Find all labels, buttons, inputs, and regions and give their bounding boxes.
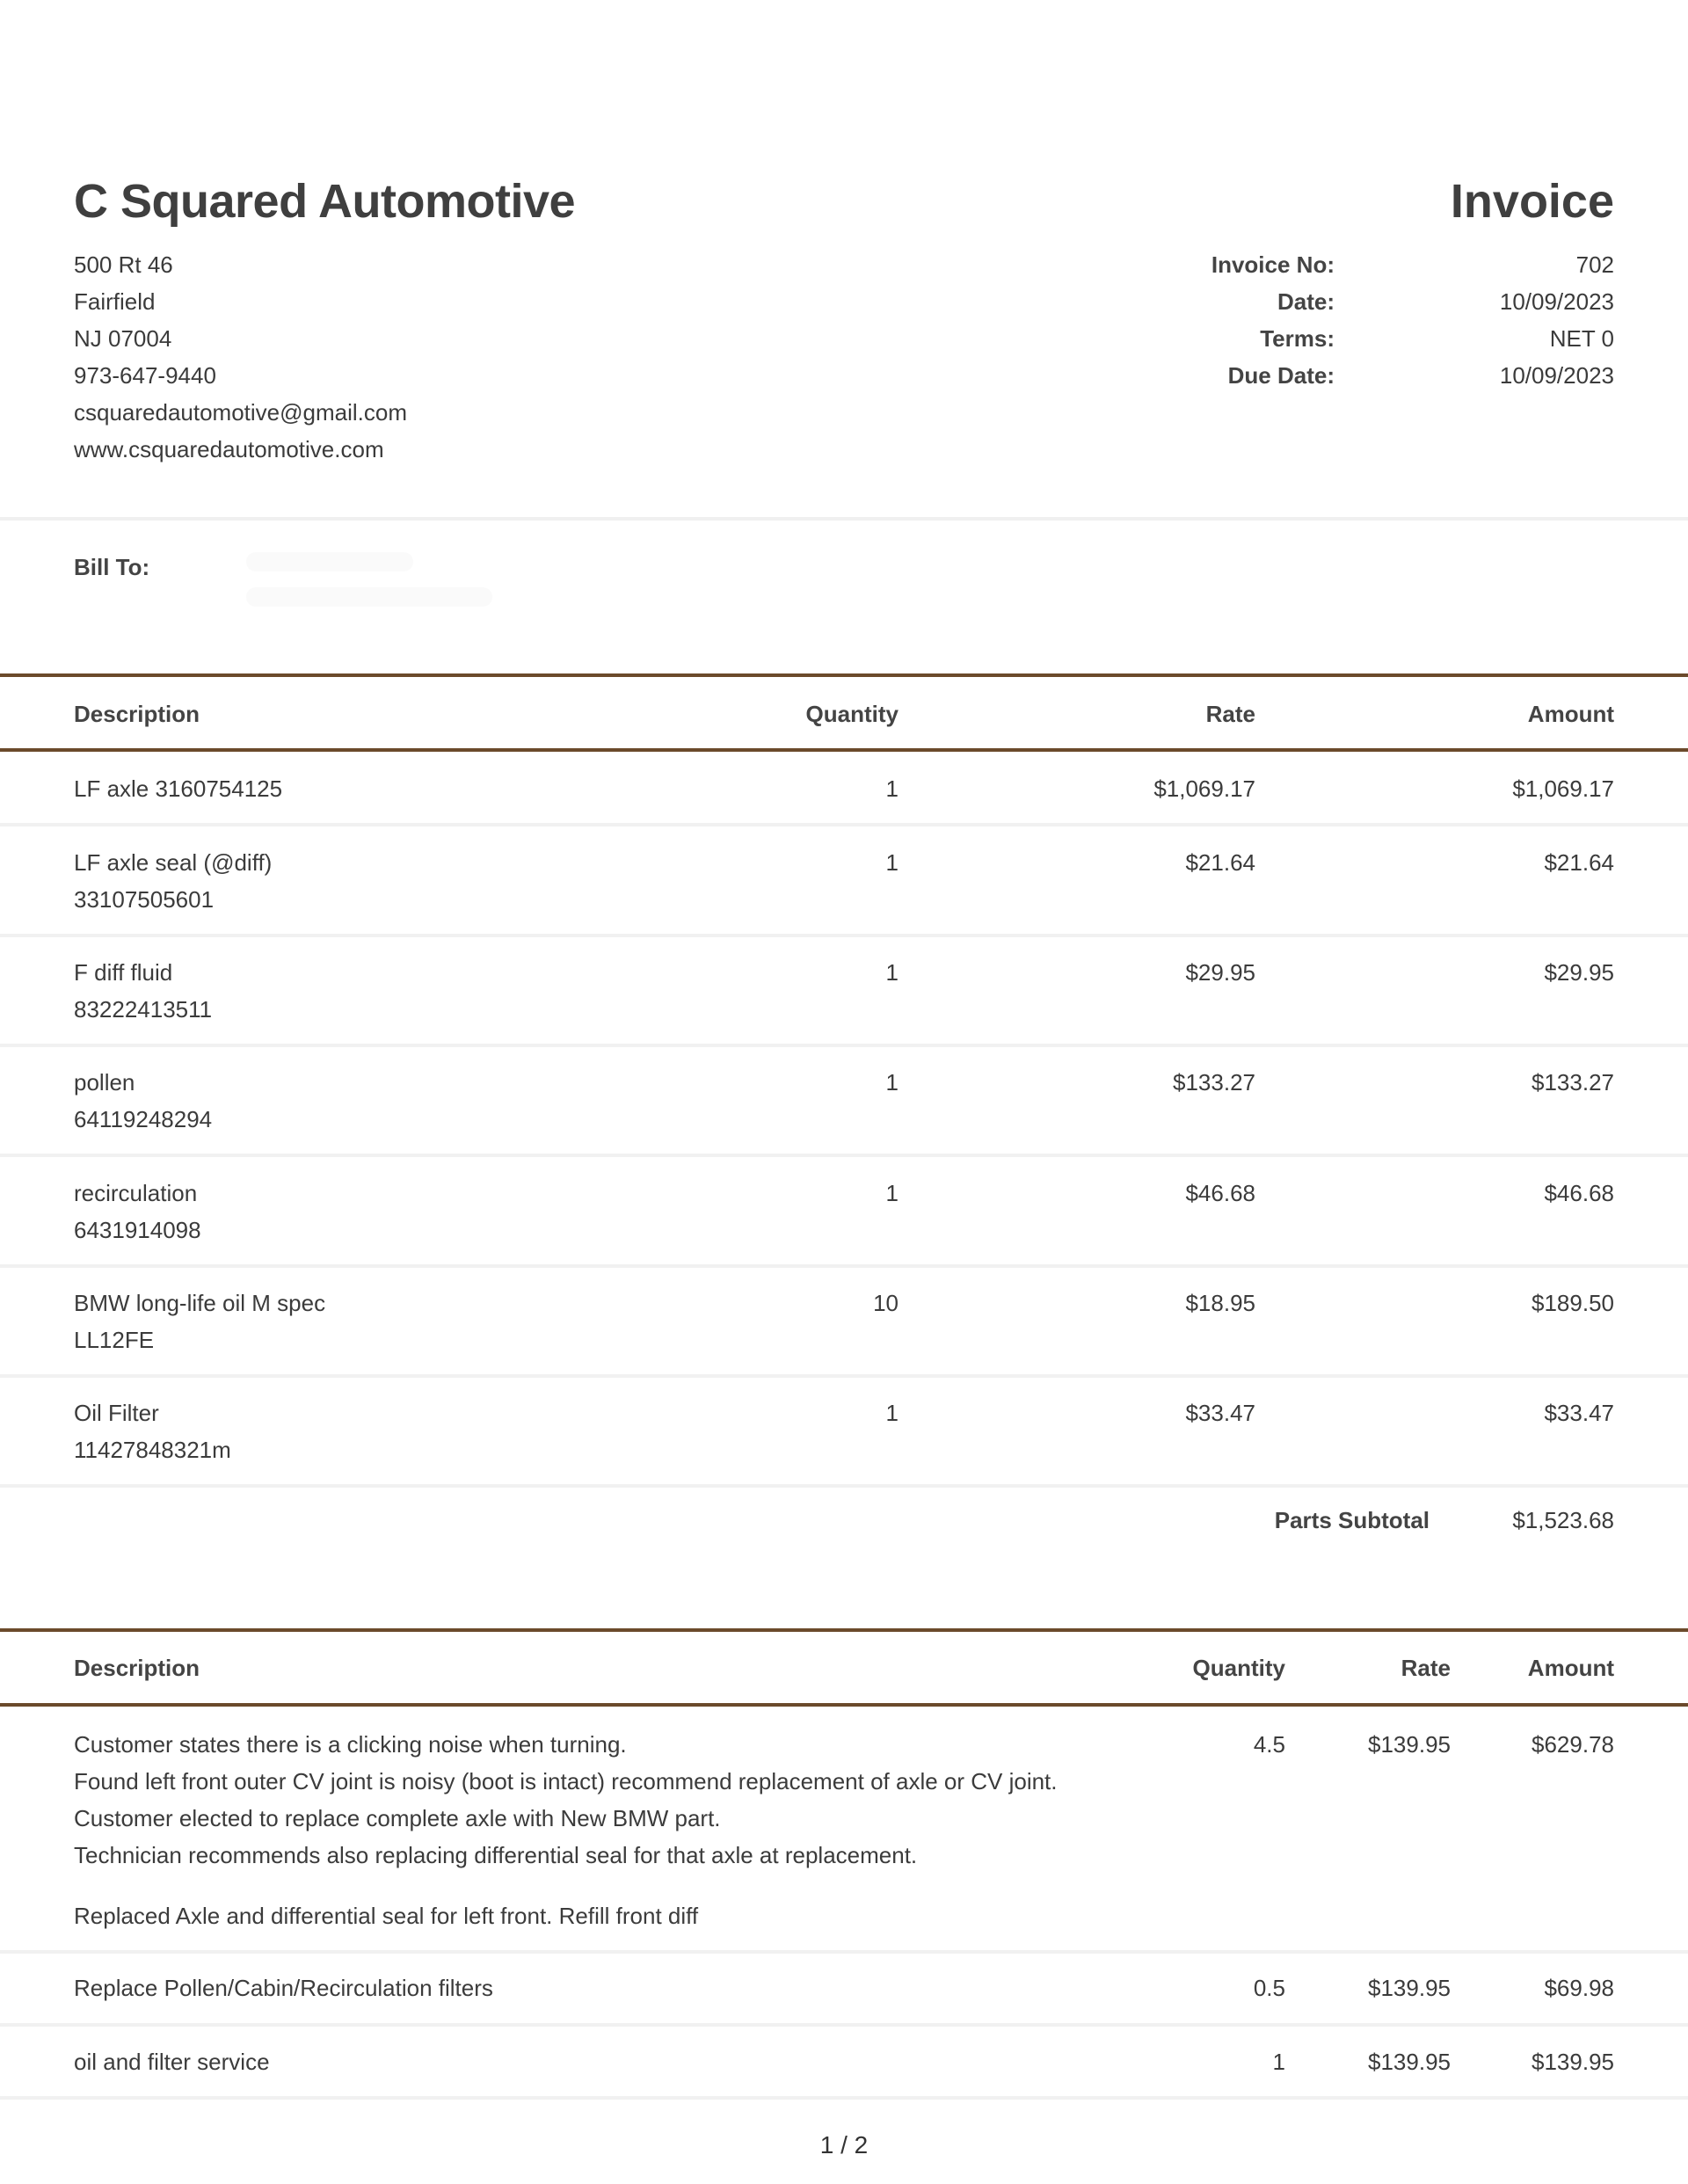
parts-row-description	[74, 1285, 325, 1358]
part-number: 33107505601	[74, 886, 215, 913]
description-line: recirculation	[74, 1180, 198, 1206]
meta-label: Invoice No:	[1211, 251, 1335, 278]
description-line: Replace Pollen/Cabin/Recirculation filters	[74, 1975, 493, 2001]
invoice-title: Invoice	[1450, 175, 1614, 228]
row-divider	[0, 1154, 1688, 1157]
parts-row-amount: $33.47	[1544, 1400, 1614, 1426]
address-website: www.csquaredautomotive.com	[74, 436, 384, 462]
parts-row-description	[74, 1175, 201, 1249]
meta-row-due-date	[1134, 357, 1614, 394]
description-line: LF axle 3160754125	[74, 775, 283, 802]
meta-value: 10/09/2023	[1499, 288, 1614, 315]
parts-row-amount: $21.64	[1544, 849, 1614, 876]
parts-header-description: Description	[74, 701, 200, 727]
description-line: Customer elected to replace complete axle with New BMW part.	[74, 1805, 721, 1831]
meta-row-terms	[1134, 320, 1614, 357]
part-number: LL12FE	[74, 1327, 155, 1353]
bill-to-label: Bill To:	[74, 554, 150, 580]
meta-label: Due Date:	[1227, 362, 1335, 389]
row-divider	[0, 1374, 1688, 1378]
labor-row-rate: $139.95	[1368, 1731, 1451, 1758]
meta-value: 702	[1575, 251, 1614, 278]
labor-row-description	[74, 1726, 1058, 1934]
parts-row-rate: $33.47	[1185, 1400, 1255, 1426]
parts-header-rule	[0, 748, 1688, 752]
parts-subtotal-label: Parts Subtotal	[1274, 1507, 1430, 1533]
parts-table-top-rule	[0, 673, 1688, 677]
description-line: F diff fluid	[74, 959, 173, 986]
description-line: pollen	[74, 1069, 135, 1096]
parts-row-amount: $133.27	[1532, 1069, 1614, 1096]
parts-row-description	[74, 954, 212, 1028]
parts-subtotal-value: $1,523.68	[1512, 1507, 1614, 1533]
labor-row-description	[74, 1969, 493, 2006]
labor-row-description	[74, 2043, 270, 2080]
parts-row-qty: 1	[885, 1069, 899, 1096]
parts-row-qty: 1	[885, 1180, 899, 1206]
parts-row-amount: $1,069.17	[1512, 775, 1614, 802]
parts-row-qty: 1	[885, 849, 899, 876]
parts-row-qty: 1	[885, 959, 899, 986]
address-phone: 973-647-9440	[74, 362, 216, 389]
description-line: Customer states there is a clicking noise when turning.	[74, 1731, 627, 1758]
labor-row-rate: $139.95	[1368, 1975, 1451, 2001]
row-divider	[0, 2023, 1688, 2027]
meta-label: Terms:	[1260, 325, 1335, 352]
labor-row-qty: 4.5	[1253, 1731, 1285, 1758]
row-divider	[0, 1264, 1688, 1268]
parts-header-rate: Rate	[1205, 701, 1255, 727]
row-divider	[0, 1044, 1688, 1047]
parts-row-rate: $46.68	[1185, 1180, 1255, 1206]
address-email: csquaredautomotive@gmail.com	[74, 399, 408, 426]
meta-row-invoice-no	[1134, 246, 1614, 283]
labor-row-amount: $629.78	[1532, 1731, 1614, 1758]
part-number: 64119248294	[74, 1106, 213, 1132]
labor-header-rate: Rate	[1401, 1655, 1451, 1681]
labor-header-quantity: Quantity	[1192, 1655, 1285, 1681]
parts-row-rate: $18.95	[1185, 1290, 1255, 1316]
meta-value: NET 0	[1549, 325, 1614, 352]
row-divider	[0, 1950, 1688, 1954]
divider	[0, 517, 1688, 521]
description-line: oil and filter service	[74, 2049, 270, 2075]
description-line: Found left front outer CV joint is noisy (boot is intact) recommend replacement of axle or CV joint.	[74, 1768, 1058, 1795]
parts-row-qty: 1	[885, 775, 899, 802]
part-number: 83222413511	[74, 996, 213, 1023]
address-street: 500 Rt 46	[74, 251, 173, 278]
description-line: LF axle seal (@diff)	[74, 849, 273, 876]
work-performed-note: Replaced Axle and differential seal for left front. Refill front diff	[74, 1903, 699, 1929]
description-line: BMW long-life oil M spec	[74, 1290, 326, 1316]
parts-row-rate: $21.64	[1185, 849, 1255, 876]
meta-row-date	[1134, 283, 1614, 320]
meta-label: Date:	[1277, 288, 1335, 315]
parts-row-amount: $46.68	[1544, 1180, 1614, 1206]
parts-row-description	[74, 770, 282, 807]
labor-row-qty: 1	[1272, 2049, 1285, 2075]
labor-header-description: Description	[74, 1655, 200, 1681]
labor-row-rate: $139.95	[1368, 2049, 1451, 2075]
row-divider	[0, 934, 1688, 937]
description-line: Oil Filter	[74, 1400, 159, 1426]
address-city: Fairfield	[74, 288, 156, 315]
parts-row-qty: 10	[873, 1290, 899, 1316]
redacted-line	[246, 552, 413, 571]
parts-row-rate: $1,069.17	[1153, 775, 1255, 802]
parts-row-description	[74, 1394, 231, 1468]
invoice-meta	[1134, 246, 1614, 394]
labor-row-qty: 0.5	[1253, 1975, 1285, 2001]
parts-row-rate: $29.95	[1185, 959, 1255, 986]
parts-row-description	[74, 1064, 212, 1138]
company-name: C Squared Automotive	[74, 175, 576, 228]
description-line: Technician recommends also replacing differential seal for that axle at replacement.	[74, 1842, 918, 1868]
parts-row-amount: $189.50	[1532, 1290, 1614, 1316]
meta-value: 10/09/2023	[1499, 362, 1614, 389]
redacted-line	[246, 587, 492, 607]
address-state-zip: NJ 07004	[74, 325, 172, 352]
labor-row-amount: $139.95	[1532, 2049, 1614, 2075]
labor-header-rule	[0, 1703, 1688, 1707]
parts-row-description	[74, 844, 272, 918]
parts-row-amount: $29.95	[1544, 959, 1614, 986]
company-address	[74, 246, 407, 468]
row-divider	[0, 823, 1688, 826]
page-indicator: 1 / 2	[819, 2131, 869, 2159]
row-divider	[0, 1484, 1688, 1488]
parts-row-rate: $133.27	[1173, 1069, 1255, 1096]
row-divider	[0, 2096, 1688, 2100]
parts-header-quantity: Quantity	[805, 701, 899, 727]
parts-row-qty: 1	[885, 1400, 899, 1426]
labor-row-amount: $69.98	[1544, 1975, 1614, 2001]
bill-to-redacted	[246, 552, 510, 622]
parts-header-amount: Amount	[1527, 701, 1614, 727]
labor-table-top-rule	[0, 1628, 1688, 1632]
labor-header-amount: Amount	[1527, 1655, 1614, 1681]
part-number: 11427848321m	[74, 1437, 231, 1463]
part-number: 6431914098	[74, 1217, 201, 1243]
